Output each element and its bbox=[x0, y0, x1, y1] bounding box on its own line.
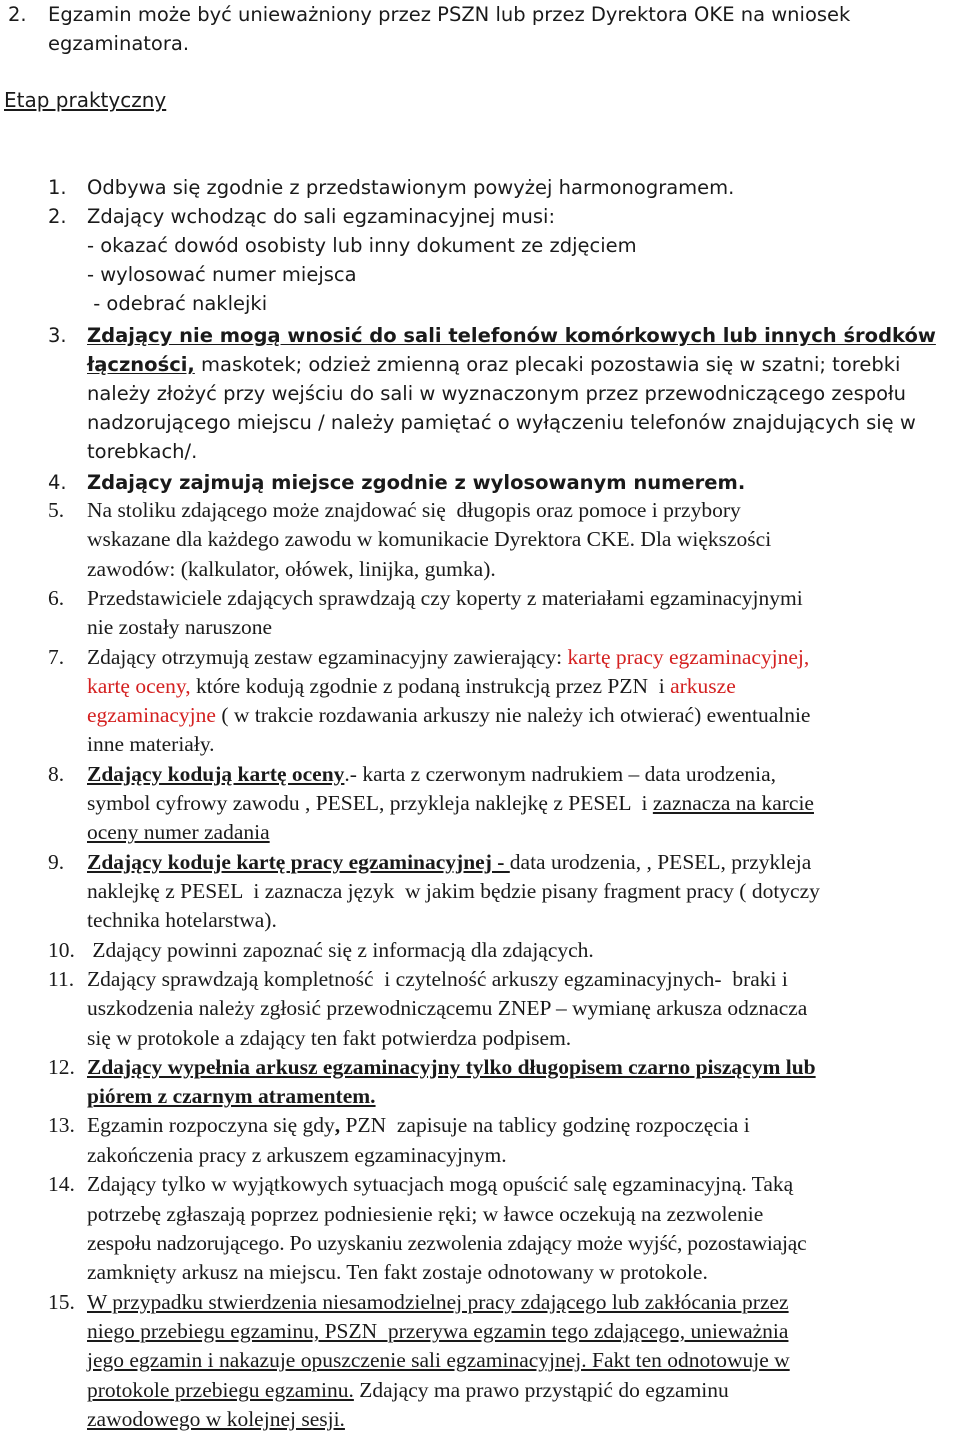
list-text bbox=[87, 760, 776, 789]
highlight-fragment: arkusze bbox=[670, 674, 736, 698]
bold-fragment: Zdający koduje kartę pracy egzaminacyjnej - bbox=[87, 850, 510, 874]
text-fragment: symbol cyfrowy zawodu , PESEL, przykleja naklejkę z PESEL i bbox=[87, 791, 653, 815]
intro-line: egzaminatora. bbox=[48, 32, 190, 55]
list-text: niego przebiegu egzaminu, PSZN przerywa egzamin tego zdającego, unieważnia bbox=[87, 1319, 789, 1343]
list-number: 4. bbox=[48, 471, 67, 494]
list-text: W przypadku stwierdzenia niesamodzielnej pracy zdającego lub zakłócania przez bbox=[87, 1290, 789, 1314]
list-text: zawodowego w kolejnej sesji. bbox=[87, 1407, 345, 1431]
text-fragment: ( w trakcie rozdawania arkuszy nie należy ich otwierać) ewentualnie bbox=[215, 703, 811, 727]
bold-fragment: Zdający kodują kartę oceny bbox=[87, 762, 345, 786]
list-number: 10. bbox=[48, 938, 75, 962]
list-text: Zdający sprawdzają kompletność i czytelność arkuszy egzaminacyjnych- braki i bbox=[87, 967, 788, 991]
underlined-fragment: zaznacza na karcie bbox=[652, 791, 814, 815]
list-number: 5. bbox=[48, 498, 65, 522]
list-text: - wylosować numer miejsca bbox=[87, 263, 357, 286]
text-fragment: PZN zapisuje na tablicy godzinę rozpoczęcia i bbox=[340, 1113, 750, 1137]
list-text: inne materiały. bbox=[87, 732, 215, 756]
list-text: Na stoliku zdającego może znajdować się długopis oraz pomoce i przybory bbox=[87, 498, 741, 522]
list-text bbox=[87, 672, 736, 701]
highlight-fragment: kartę oceny, bbox=[87, 674, 191, 698]
list-text bbox=[87, 643, 809, 672]
list-text: nadzorującego miejscu / należy pamiętać o wyłączeniu telefonów znajdujących się w bbox=[87, 411, 916, 434]
list-text: - odebrać naklejki bbox=[87, 292, 268, 315]
list-number: 2. bbox=[48, 205, 67, 228]
list-text: Zdający powinni zapoznać się z informacją dla zdających. bbox=[87, 938, 594, 962]
list-text: zespołu nadzorującego. Po uzyskaniu zezwolenia zdający może wyjść, pozostawiając bbox=[87, 1231, 807, 1255]
list-number: 12. bbox=[48, 1055, 75, 1079]
list-text: Zdający wchodząc do sali egzaminacyjnej musi: bbox=[87, 205, 556, 228]
list-text: potrzebę zgłaszają poprzez podniesienie ręki; w ławce oczekują na zezwolenie bbox=[87, 1202, 764, 1226]
list-text: zakończenia pracy z arkuszem egzaminacyjnym. bbox=[87, 1143, 507, 1167]
list-text: naklejkę z PESEL i zaznacza język w jakim będzie pisany fragment pracy ( dotyczy bbox=[87, 879, 820, 903]
text-fragment: Zdający ma prawo przystąpić do egzaminu bbox=[353, 1378, 729, 1402]
list-text: należy złożyć przy wejściu do sali w wyznaczonym przez przewodniczącego zespołu bbox=[87, 382, 906, 405]
list-text: Zdający tylko w wyjątkowych sytuacjach mogą opuścić salę egzaminacyjną. Taką bbox=[87, 1172, 794, 1196]
list-number: 9. bbox=[48, 850, 65, 874]
text-fragment: Egzamin rozpoczyna się gdy bbox=[87, 1113, 335, 1137]
list-text: Odbywa się zgodnie z przedstawionym powyżej harmonogramem. bbox=[87, 176, 735, 199]
list-text: się w protokole a zdający ten fakt potwierdza podpisem. bbox=[87, 1026, 572, 1050]
list-text: oceny numer zadania bbox=[87, 820, 270, 844]
highlight-fragment: egzaminacyjne bbox=[87, 703, 216, 727]
list-number: 14. bbox=[48, 1172, 75, 1196]
list-text: Zdający wypełnia arkusz egzaminacyjny tylko długopisem czarno piszącym lub bbox=[87, 1055, 816, 1079]
list-text: torebkach/. bbox=[87, 440, 198, 463]
list-text: - okazać dowód osobisty lub inny dokument ze zdjęciem bbox=[87, 234, 637, 257]
list-text: zawodów: (kalkulator, ołówek, linijka, gumka). bbox=[87, 557, 496, 581]
list-number: 13. bbox=[48, 1113, 75, 1137]
list-text: jego egzamin i nakazuje opuszczenie sali egzaminacyjnej. Fakt ten odnotowuje w bbox=[87, 1348, 790, 1372]
list-text bbox=[87, 1111, 750, 1140]
list-number: 15. bbox=[48, 1290, 75, 1314]
list-text bbox=[87, 350, 900, 379]
highlight-fragment: kartę pracy egzaminacyjnej, bbox=[567, 645, 810, 669]
intro-line: Egzamin może być unieważniony przez PSZN lub przez Dyrektora OKE na wniosek bbox=[48, 3, 851, 26]
text-fragment: Zdający otrzymują zestaw egzaminacyjny zawierający: bbox=[87, 645, 568, 669]
list-text bbox=[87, 848, 811, 877]
list-text: Zdający nie mogą wnosić do sali telefonów komórkowych lub innych środków bbox=[87, 324, 936, 347]
text-fragment: data urodzenia, , PESEL, przykleja bbox=[509, 850, 812, 874]
list-text: zamknięty arkusz na miejscu. Ten fakt zostaje odnotowany w protokole. bbox=[87, 1260, 708, 1284]
list-text bbox=[87, 789, 814, 818]
underlined-fragment: protokole przebiegu egzaminu. bbox=[87, 1378, 354, 1402]
list-text: piórem z czarnym atramentem. bbox=[87, 1084, 376, 1108]
list-text: Przedstawiciele zdających sprawdzają czy koperty z materiałami egzaminacyjnymi bbox=[87, 586, 803, 610]
list-number: 2. bbox=[8, 3, 27, 26]
list-number: 7. bbox=[48, 645, 65, 669]
list-text: nie zostały naruszone bbox=[87, 615, 273, 639]
list-text bbox=[87, 701, 810, 730]
text-fragment: maskotek; odzież zmienną oraz plecaki pozostawia się w szatni; torebki bbox=[194, 353, 901, 376]
bold-fragment: , bbox=[334, 1113, 341, 1137]
list-text: Zdający zajmują miejsce zgodnie z wylosowanym numerem. bbox=[87, 471, 746, 494]
list-text: wskazane dla każdego zawodu w komunikacie Dyrektora CKE. Dla większości bbox=[87, 527, 772, 551]
list-number: 8. bbox=[48, 762, 65, 786]
section-title: Etap praktyczny bbox=[4, 88, 167, 112]
list-number: 3. bbox=[48, 324, 67, 347]
list-number: 1. bbox=[48, 176, 67, 199]
list-number: 11. bbox=[48, 967, 75, 991]
list-text bbox=[87, 1376, 729, 1405]
text-fragment: które kodują zgodnie z podaną instrukcją przez PZN i bbox=[190, 674, 671, 698]
bold-fragment: łączności, bbox=[87, 353, 195, 376]
list-text: uszkodzenia należy zgłosić przewodniczącemu ZNEP – wymianę arkusza odznacza bbox=[87, 996, 808, 1020]
text-fragment: .- karta z czerwonym nadrukiem – data urodzenia, bbox=[344, 762, 777, 786]
list-number: 6. bbox=[48, 586, 65, 610]
list-text: technika hotelarstwa). bbox=[87, 908, 277, 932]
